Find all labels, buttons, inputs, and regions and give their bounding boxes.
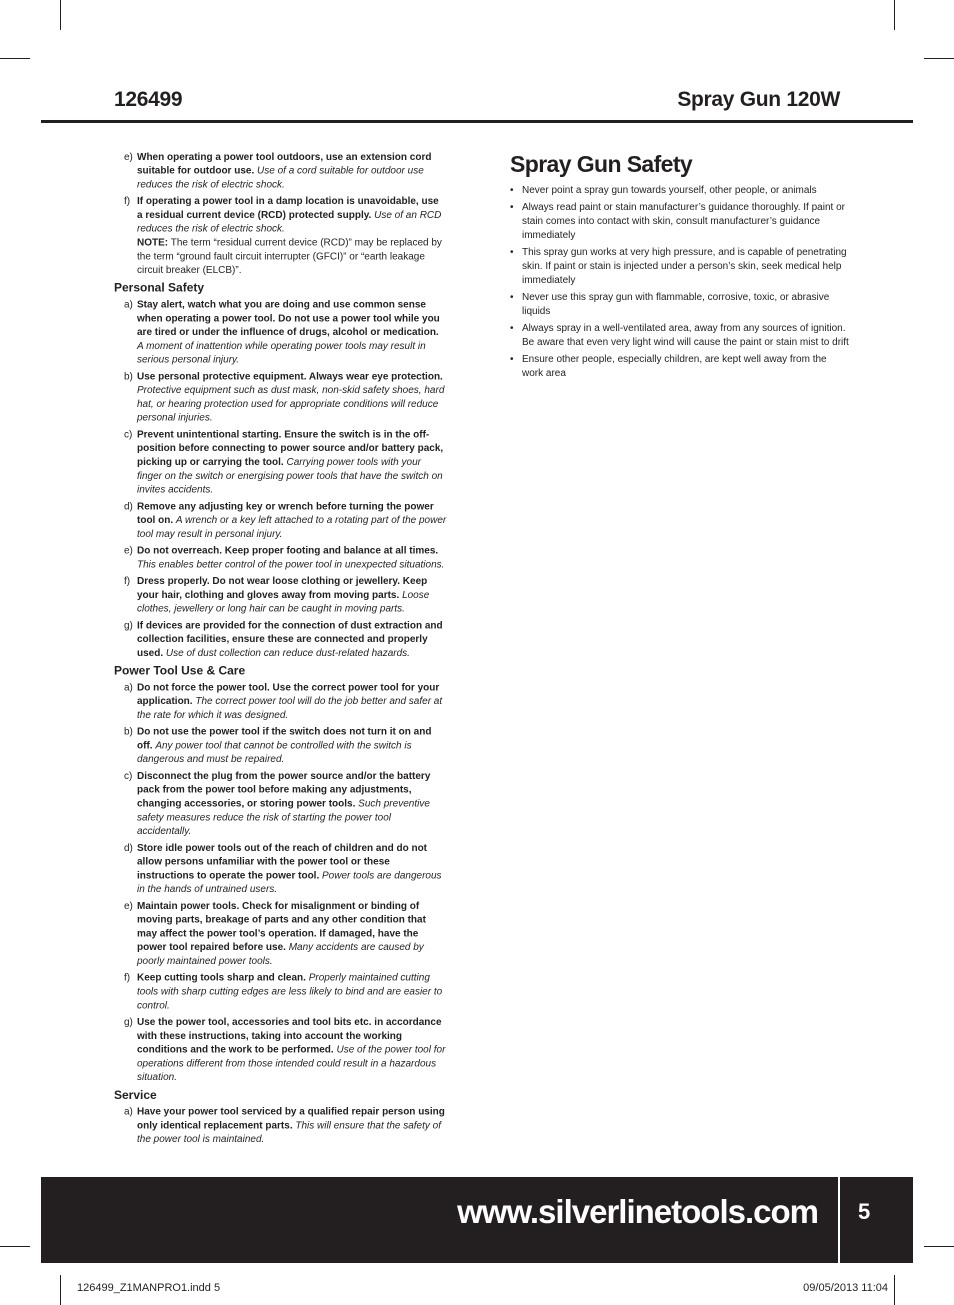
safety-item <box>114 370 447 425</box>
bullet-icon: • <box>510 354 514 365</box>
item-explanation: This will ensure that the safety of the power tool is maintained. <box>137 1120 442 1146</box>
item-label: b) <box>124 371 133 383</box>
footer-divider <box>838 1177 840 1263</box>
item-label: b) <box>124 726 133 738</box>
safety-item <box>114 575 447 616</box>
item-explanation: Use of dust collection can reduce dust-related hazards. <box>165 648 410 659</box>
crop-mark <box>0 1246 30 1247</box>
crop-mark <box>924 1246 954 1247</box>
item-instruction: Do not use the power tool if the switch does not turn it on and off. <box>137 726 432 752</box>
safety-item <box>114 500 447 541</box>
note-body: The term “residual current device (RCD)” may be replaced by the term “ground fault circuit interrupter (GFCI)” or “earth leakage circuit breaker (ELCB)”. <box>137 237 442 276</box>
item-explanation: A wrench or a key left attached to a rotating part of the power tool may result in personal injury. <box>137 515 447 540</box>
crop-mark <box>60 1275 61 1305</box>
item-explanation: Any power tool that cannot be controlled with the switch is dangerous and must be repaired. <box>137 740 412 766</box>
item-label: g) <box>124 1017 133 1028</box>
safety-item <box>114 726 447 767</box>
item-explanation: Loose clothes, jewellery or long hair can be caught in moving parts. <box>137 589 430 615</box>
item-explanation: Carrying power tools with your finger on the switch or energising power tools that have the switch on invites accidents. <box>137 457 443 496</box>
crop-mark <box>894 0 895 30</box>
bullet-text: This spray gun works at very high pressure, and is capable of penetrating skin. If paint or stain is injected under a person’s skin, seek medical help immediately <box>522 247 847 286</box>
item-instruction: Do not force the power tool. Use the correct power tool for your application. <box>137 682 440 708</box>
item-explanation: The correct power tool will do the job better and safer at the rate for which it was designed. <box>137 696 443 721</box>
bullet-text: Always spray in a well-ventilated area, away from any sources of ignition. Be aware that even very light wind will cause the paint or stain mist to drift <box>522 323 849 348</box>
header-rule <box>41 120 913 123</box>
item-instruction: Dress properly. Do not wear loose clothing or jewellery. Keep your hair, clothing and gloves away from moving parts. <box>137 576 428 601</box>
item-instruction: Do not overreach. Keep proper footing and balance at all times. <box>137 545 439 557</box>
general-safety-column <box>114 151 447 1150</box>
item-instruction: If devices are provided for the connection of dust extraction and collection facilities, ensure these are connected and properly used. <box>137 620 443 659</box>
bullet-text: Never use this spray gun with flammable, corrosive, toxic, or abrasive liquids <box>522 292 830 317</box>
item-explanation: Protective equipment such as dust mask, non-skid safety shoes, hard hat, or hearing protection used for appropriate conditions will reduce personal injuries. <box>137 385 445 424</box>
item-label: c) <box>124 429 133 441</box>
page-title: Spray Gun 120W <box>677 88 840 111</box>
safety-bullet-list <box>509 184 849 381</box>
safety-item <box>114 972 447 1013</box>
safety-item <box>114 842 447 897</box>
crop-mark <box>924 58 954 59</box>
item-explanation: This enables better control of the power tool in unexpected situations. <box>137 559 445 571</box>
item-instruction: Have your power tool serviced by a qualified repair person using only identical replacement parts. <box>137 1106 445 1132</box>
safety-item <box>114 299 447 368</box>
page-number: 5 <box>858 1199 871 1224</box>
item-instruction: Maintain power tools. Check for misalignment or binding of moving parts, breakage of parts and any other condition that may affect the power tool’s operation. If damaged, have the power tool repaired before use. <box>137 900 426 954</box>
safety-item <box>114 619 447 660</box>
item-label: d) <box>124 842 133 854</box>
bullet-icon: • <box>510 247 514 258</box>
safety-item <box>114 900 447 969</box>
footer-bar <box>41 1177 913 1263</box>
item-explanation: A moment of inattention while operating power tools may result in serious personal injury. <box>137 340 426 366</box>
item-label: f) <box>124 576 131 588</box>
safety-item <box>114 545 447 573</box>
safety-bullet <box>509 353 849 381</box>
spray-gun-safety-heading: Spray Gun Safety <box>510 151 693 177</box>
section-heading: Power Tool Use & Care <box>114 663 246 678</box>
safety-bullet <box>509 291 849 319</box>
bullet-icon: • <box>510 185 514 196</box>
item-explanation: Many accidents are caused by poorly maintained power tools. <box>137 942 424 967</box>
item-explanation: Such preventive safety measures reduce the risk of starting the power tool accidentally. <box>137 798 430 838</box>
section-heading: Service <box>114 1087 157 1102</box>
item-explanation: Use of an RCD reduces the risk of electric shock. <box>137 210 442 235</box>
item-instruction: Keep cutting tools sharp and clean. <box>137 972 306 984</box>
item-label: f) <box>124 196 131 208</box>
safety-item <box>114 682 447 723</box>
item-label: a) <box>124 1106 133 1118</box>
item-instruction: If operating a power tool in a damp location is unavoidable, use a residual current device (RCD) protected supply. <box>137 196 439 221</box>
safety-item <box>114 1016 447 1085</box>
safety-bullet <box>509 184 849 198</box>
item-label: f) <box>124 972 131 984</box>
item-label: a) <box>124 682 133 694</box>
bullet-icon: • <box>510 292 514 303</box>
safety-item <box>114 429 447 498</box>
safety-item <box>114 1106 447 1147</box>
safety-item <box>114 151 447 192</box>
section-heading: Personal Safety <box>114 280 205 295</box>
item-instruction: Use the power tool, accessories and tool bits etc. in accordance with these instructions, taking into account the working conditions and the work to be performed. <box>137 1017 442 1056</box>
safety-item <box>114 195 447 278</box>
slug-datetime: 09/05/2013 11:04 <box>803 1282 888 1294</box>
item-instruction: When operating a power tool outdoors, use an extension cord suitable for outdoor use. <box>137 151 432 177</box>
item-instruction: Disconnect the plug from the power source and/or the battery pack from the power tool before making any adjustments, changing accessories, or storing power tools. <box>137 771 431 810</box>
item-label: d) <box>124 501 133 513</box>
item-label: g) <box>124 620 133 632</box>
crop-mark <box>0 58 30 59</box>
item-label: e) <box>124 900 133 912</box>
spray-gun-safety-column <box>509 150 849 384</box>
item-instruction: Use personal protective equipment. Always wear eye protection. <box>137 371 443 383</box>
item-instruction: Stay alert, watch what you are doing and use common sense when operating a power tool. Do not use a power tool while you are tired or under the influence of drugs, alcohol or medication. <box>137 299 440 339</box>
item-explanation: Properly maintained cutting tools with sharp cutting edges are less likely to bind and are easier to control. <box>137 972 443 1012</box>
model-number: 126499 <box>114 88 183 111</box>
bullet-text: Never point a spray gun towards yourself, other people, or animals <box>522 185 817 196</box>
item-label: e) <box>124 545 133 557</box>
item-label: a) <box>124 299 133 311</box>
item-label: c) <box>124 771 133 782</box>
item-explanation: Use of the power tool for operations different from those intended could result in a hazardous situation. <box>137 1044 446 1084</box>
item-instruction: Prevent unintentional starting. Ensure the switch is in the off-position before connecting to power source and/or battery pack, picking up or carrying the tool. <box>137 429 444 468</box>
item-explanation: Use of a cord suitable for outdoor use reduces the risk of electric shock. <box>137 165 424 191</box>
safety-item <box>114 770 447 839</box>
safety-bullet <box>509 201 849 243</box>
safety-bullet <box>509 246 849 288</box>
item-explanation: Power tools are dangerous in the hands of untrained users. <box>137 870 442 896</box>
crop-mark <box>894 1275 895 1305</box>
slug-filename: 126499_Z1MANPRO1.indd 5 <box>77 1282 221 1294</box>
crop-mark <box>60 0 61 30</box>
note-text <box>137 237 447 278</box>
website-url[interactable]: www.silverlinetools.com <box>457 1193 818 1230</box>
item-instruction: Store idle power tools out of the reach of children and do not allow persons unfamiliar with the power tool or these instructions to operate the power tool. <box>137 842 428 882</box>
bullet-icon: • <box>510 323 514 334</box>
bullet-text: Ensure other people, especially children, are kept well away from the work area <box>522 354 827 379</box>
item-instruction: Remove any adjusting key or wrench before turning the power tool on. <box>137 501 434 526</box>
bullet-icon: • <box>510 202 514 213</box>
note-label: NOTE: <box>137 237 169 249</box>
item-label: e) <box>124 151 133 163</box>
bullet-text: Always read paint or stain manufacturer’s guidance thoroughly. If paint or stain comes into contact with skin, consult manufacturer’s guidance immediately <box>522 202 845 241</box>
safety-bullet <box>509 322 849 350</box>
